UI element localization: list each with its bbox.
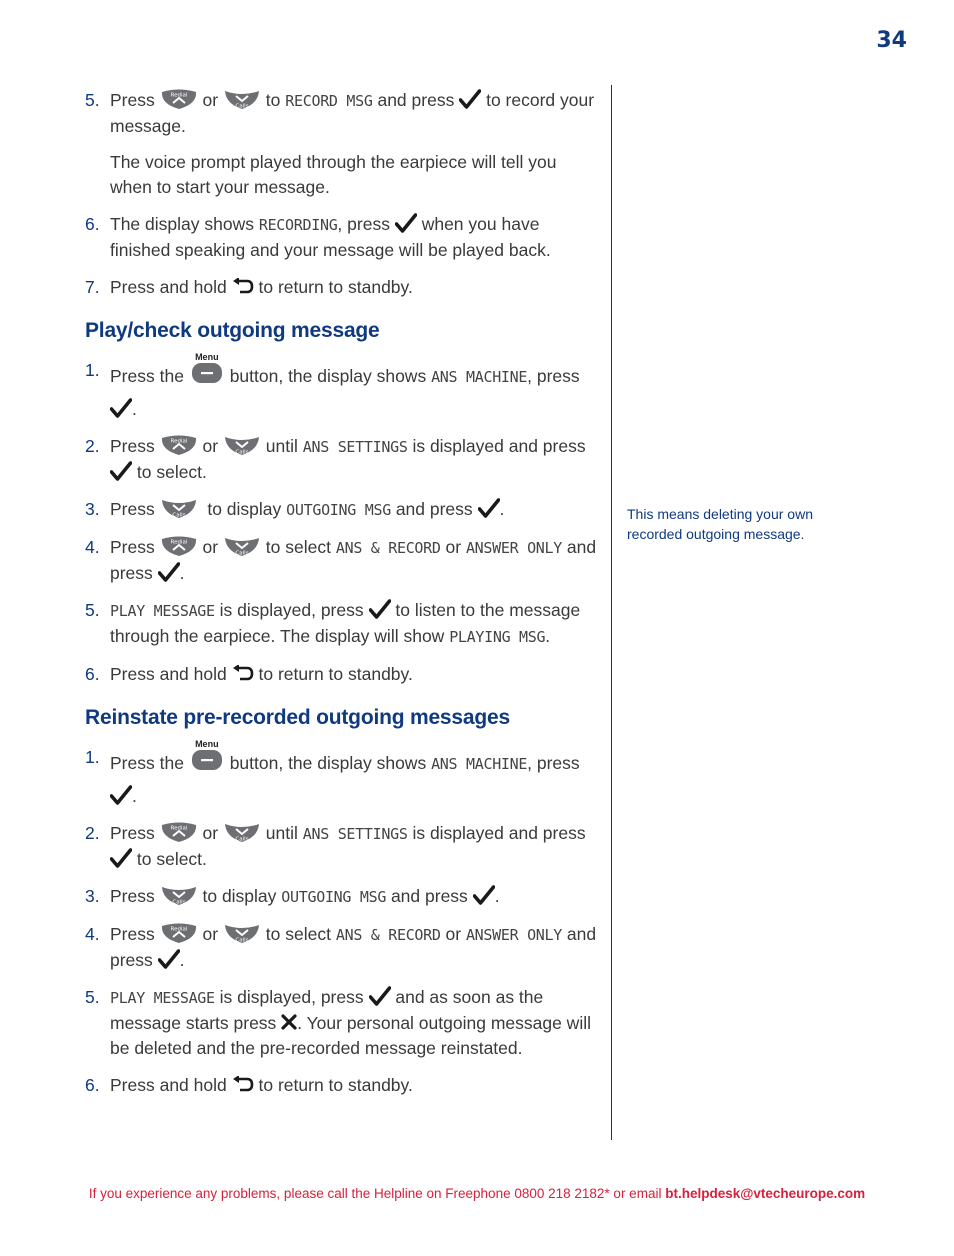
step-play-3: 3. Press Calls to display OUTGOING MSG and press . bbox=[85, 497, 600, 523]
check-icon bbox=[110, 848, 132, 868]
lcd-text: OUTGOING MSG bbox=[281, 888, 387, 906]
step-number: 5. bbox=[85, 90, 100, 110]
svg-text:Calls: Calls bbox=[235, 449, 249, 456]
redial-up-icon bbox=[160, 88, 198, 110]
lcd-text: PLAY MESSAGE bbox=[110, 602, 215, 620]
step-reinstate-5: 5. PLAY MESSAGE is displayed, press and as soon as the message starts press . Your personal outgoing message will be deleted and the pre-recorded message reinstated. bbox=[85, 987, 591, 1058]
svg-text:Calls: Calls bbox=[235, 550, 249, 557]
step-reinstate-2: 2. Press Redial or Calls until ANS SETTINGS is displayed and press to select. bbox=[85, 823, 586, 869]
check-icon bbox=[110, 398, 132, 418]
check-icon bbox=[473, 885, 495, 905]
footer-helpline: If you experience any problems, please call the Helpline on Freephone 0800 218 2182* or email bt.helpdesk@vtecheurope.com bbox=[88, 1186, 866, 1201]
svg-text:Calls: Calls bbox=[172, 512, 186, 519]
lcd-text: ANS SETTINGS bbox=[302, 438, 408, 456]
step-number: 3. bbox=[85, 886, 100, 906]
column-divider bbox=[611, 85, 612, 1140]
svg-text:Redial: Redial bbox=[170, 438, 188, 445]
step-number: 6. bbox=[85, 664, 100, 684]
back-arrow-icon bbox=[232, 1076, 254, 1092]
step-play-4: 4. Press Redial or Calls to select ANS & RECORD or ANSWER ONLY and press . bbox=[85, 537, 597, 583]
lcd-text: ANS & RECORD bbox=[335, 926, 441, 944]
menu-button-icon: Menu bbox=[191, 739, 223, 778]
svg-text:Redial: Redial bbox=[170, 926, 188, 933]
step-play-5: 5. PLAY MESSAGE is displayed, press to listen to the message through the earpiece. The display will show PLAYING MSG. bbox=[85, 600, 581, 646]
calls-down-icon bbox=[223, 535, 261, 557]
step-record-7: 7. Press and hold to return to standby. bbox=[85, 275, 600, 300]
menu-button-icon: Menu bbox=[191, 352, 223, 391]
step-number: 5. bbox=[85, 600, 100, 620]
step-number: 4. bbox=[85, 537, 100, 557]
step-number: 4. bbox=[85, 924, 100, 944]
cross-icon bbox=[281, 1014, 297, 1030]
step-reinstate-6: 6. Press and hold to return to standby. bbox=[85, 1073, 600, 1098]
lcd-text: RECORDING bbox=[258, 216, 338, 234]
step-number: 5. bbox=[85, 987, 100, 1007]
lcd-text: PLAYING MSG bbox=[449, 628, 546, 646]
calls-down-icon bbox=[223, 434, 261, 456]
step-reinstate-1: 1. Press the Menu button, the display shows ANS MACHINE, press . bbox=[85, 739, 580, 806]
step-record-5: 5. Press Redial or Calls to RECORD MSG and press to record your message. The voice prompt played through the earpiece will tell you when to start your message. bbox=[85, 88, 600, 200]
lcd-text: ANSWER ONLY bbox=[465, 926, 562, 944]
step-play-1: 1. Press the Menu button, the display shows ANS MACHINE, press . bbox=[85, 352, 580, 419]
calls-down-icon bbox=[223, 821, 261, 843]
redial-up-icon bbox=[160, 434, 198, 456]
lcd-text: ANSWER ONLY bbox=[465, 539, 562, 557]
check-icon bbox=[459, 89, 481, 109]
helpdesk-email-link[interactable]: bt.helpdesk@vtecheurope.com bbox=[665, 1186, 866, 1201]
section-heading-reinstate: Reinstate pre-recorded outgoing messages bbox=[85, 706, 510, 729]
calls-down-icon bbox=[223, 922, 261, 944]
step-number: 2. bbox=[85, 823, 100, 843]
lcd-text: PLAY MESSAGE bbox=[110, 989, 215, 1007]
svg-text:Calls: Calls bbox=[235, 937, 249, 944]
calls-down-icon bbox=[160, 497, 198, 519]
check-icon bbox=[369, 986, 391, 1006]
step-number: 1. bbox=[85, 360, 100, 380]
lcd-text: OUTGOING MSG bbox=[286, 501, 391, 519]
back-arrow-icon bbox=[232, 665, 254, 681]
svg-text:Calls: Calls bbox=[235, 836, 249, 843]
side-note: This means deleting your own recorded outgoing message. bbox=[627, 506, 813, 542]
lcd-text: ANS MACHINE bbox=[431, 368, 528, 387]
svg-text:Redial: Redial bbox=[170, 92, 188, 99]
svg-text:Calls: Calls bbox=[172, 899, 186, 906]
lcd-text: ANS & RECORD bbox=[335, 539, 441, 557]
check-icon bbox=[478, 498, 500, 518]
step-play-6: 6. Press and hold to return to standby. bbox=[85, 662, 600, 687]
lcd-text: RECORD MSG bbox=[285, 92, 373, 110]
redial-up-icon bbox=[160, 821, 198, 843]
step-note: The voice prompt played through the earpiece will tell you when to start your message. bbox=[110, 152, 557, 197]
section-heading-play-check: Play/check outgoing message bbox=[85, 319, 380, 342]
step-number: 2. bbox=[85, 436, 100, 456]
calls-down-icon bbox=[223, 88, 261, 110]
main-column bbox=[85, 88, 600, 1110]
calls-down-icon bbox=[160, 884, 198, 906]
check-icon bbox=[158, 562, 180, 582]
lcd-text: ANS MACHINE bbox=[431, 755, 528, 774]
svg-text:Calls: Calls bbox=[235, 103, 249, 110]
back-arrow-icon bbox=[232, 278, 254, 294]
svg-text:Redial: Redial bbox=[170, 825, 188, 832]
check-icon bbox=[110, 785, 132, 805]
step-number: 6. bbox=[85, 214, 100, 234]
step-reinstate-4: 4. Press Redial or Calls to select ANS & RECORD or ANSWER ONLY and press . bbox=[85, 924, 597, 970]
redial-up-icon bbox=[160, 922, 198, 944]
svg-text:Redial: Redial bbox=[170, 539, 188, 546]
check-icon bbox=[395, 213, 417, 233]
step-number: 6. bbox=[85, 1075, 100, 1095]
step-play-2: 2. Press Redial or Calls until ANS SETTINGS is displayed and press to select. bbox=[85, 436, 586, 482]
redial-up-icon bbox=[160, 535, 198, 557]
step-record-6: 6. The display shows RECORDING, press when you have finished speaking and your message will be played back. bbox=[85, 214, 551, 260]
page-number: 34 bbox=[876, 28, 907, 53]
step-number: 7. bbox=[85, 277, 100, 297]
step-reinstate-3: 3. Press Calls to display OUTGOING MSG and press . bbox=[85, 884, 600, 910]
check-icon bbox=[158, 949, 180, 969]
step-number: 3. bbox=[85, 499, 100, 519]
check-icon bbox=[369, 599, 391, 619]
step-number: 1. bbox=[85, 747, 100, 767]
lcd-text: ANS SETTINGS bbox=[302, 825, 408, 843]
check-icon bbox=[110, 461, 132, 481]
